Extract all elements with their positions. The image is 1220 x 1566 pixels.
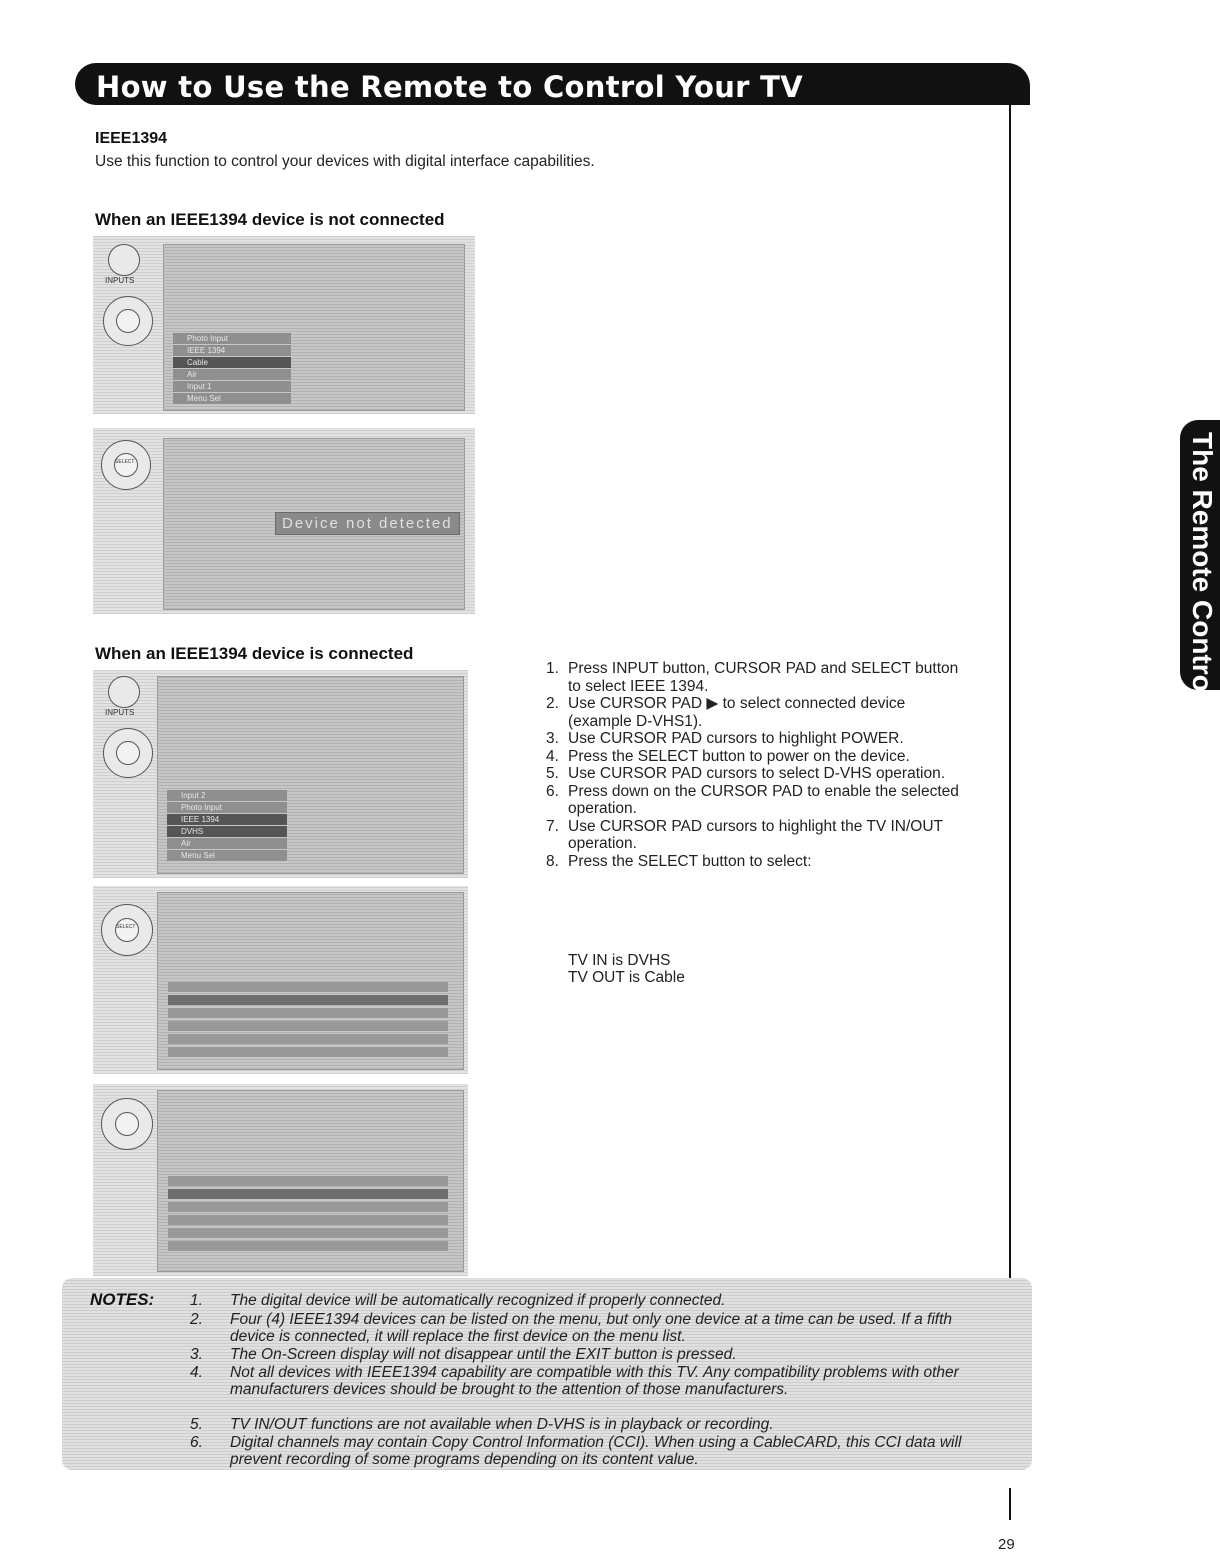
menu-item: Input 2 <box>167 790 287 801</box>
control-row <box>168 1215 448 1225</box>
menu-item: Input 1 <box>173 381 291 392</box>
page-title: How to Use the Remote to Control Your TV <box>96 70 803 104</box>
input-button-label: INPUTS <box>105 708 135 717</box>
cursor-pad-icon <box>101 904 153 956</box>
device-control-panel <box>168 1176 448 1254</box>
subheading-connected: When an IEEE1394 device is connected <box>95 644 414 663</box>
side-tab-label: The Remote Control <box>1187 432 1218 700</box>
step-item: 1. Press INPUT button, CURSOR PAD and SELECT button to select IEEE 1394. <box>546 660 959 695</box>
subheading-not-connected: When an IEEE1394 device is not connected <box>95 210 445 229</box>
screenshot-input-menu-connected <box>93 670 468 878</box>
menu-item-selected: Cable <box>173 357 291 368</box>
select-button-icon <box>116 741 140 765</box>
menu-item: Air <box>173 369 291 380</box>
screenshot-device-not-detected <box>93 428 475 614</box>
page-number: 29 <box>998 1536 1015 1553</box>
control-row <box>168 1021 448 1031</box>
section-heading: IEEE1394 <box>95 130 168 147</box>
menu-item: Menu Sel <box>173 393 291 404</box>
menu-item: Menu Sel <box>167 850 287 861</box>
control-row <box>168 1202 448 1212</box>
cursor-pad-icon <box>101 1098 153 1150</box>
step-item: 7. Use CURSOR PAD cursors to highlight the TV IN/OUT operation. <box>546 817 943 852</box>
menu-item: Photo Input <box>173 333 291 344</box>
menu-item: Photo Input <box>167 802 287 813</box>
input-menu <box>167 790 287 862</box>
cursor-pad-icon <box>103 296 153 346</box>
step-item: 3. Use CURSOR PAD cursors to highlight POWER. <box>546 730 904 747</box>
screenshot-input-menu <box>93 236 475 414</box>
device-control-panel <box>168 982 448 1060</box>
step-item: 5. Use CURSOR PAD cursors to select D-VHS operation. <box>546 765 945 782</box>
menu-item-selected: DVHS <box>167 826 287 837</box>
step-item: 2. Use CURSOR PAD ▶ to select connected device (example D-VHS1). <box>546 695 906 730</box>
select-button-icon <box>115 1112 139 1136</box>
device-not-detected-message: Device not detected <box>275 512 460 535</box>
control-row <box>168 995 448 1005</box>
input-button-icon <box>108 244 140 276</box>
menu-item: IEEE 1394 <box>173 345 291 356</box>
right-rule-bottom <box>1009 1488 1011 1520</box>
control-row <box>168 982 448 992</box>
screenshot-device-control-2 <box>93 1084 468 1276</box>
step-8-detail: TV IN is DVHS <box>568 952 671 969</box>
step-8-detail: TV OUT is Cable <box>568 969 685 986</box>
control-row <box>168 1241 448 1251</box>
cursor-pad-icon <box>103 728 153 778</box>
control-row <box>168 1008 448 1018</box>
select-button-icon <box>115 918 139 942</box>
screenshot-device-control-1 <box>93 886 468 1074</box>
select-button-label: SELECT <box>115 459 135 465</box>
cursor-pad-icon <box>101 440 151 490</box>
notes-label: NOTES: <box>90 1290 155 1309</box>
control-row <box>168 1034 448 1044</box>
select-button-label: SELECT <box>116 924 136 930</box>
select-button-icon <box>116 309 140 333</box>
menu-item-selected: IEEE 1394 <box>167 814 287 825</box>
menu-item: Air <box>167 838 287 849</box>
input-button-label: INPUTS <box>105 276 135 285</box>
select-button-icon <box>114 453 138 477</box>
control-row <box>168 1047 448 1057</box>
input-menu <box>173 333 291 405</box>
step-item: 6. Press down on the CURSOR PAD to enable the selected operation. <box>546 782 959 817</box>
instruction-steps <box>540 660 970 870</box>
control-row <box>168 1189 448 1199</box>
input-button-icon <box>108 676 140 708</box>
control-row <box>168 1228 448 1238</box>
step-item: 4. Press the SELECT button to power on the device. <box>546 747 910 765</box>
section-intro: Use this function to control your devices with digital interface capabilities. <box>95 153 595 170</box>
step-item: 8. Press the SELECT button to select: <box>546 852 812 870</box>
control-row <box>168 1176 448 1186</box>
right-rule <box>1009 105 1011 1281</box>
side-tab <box>1180 420 1220 700</box>
